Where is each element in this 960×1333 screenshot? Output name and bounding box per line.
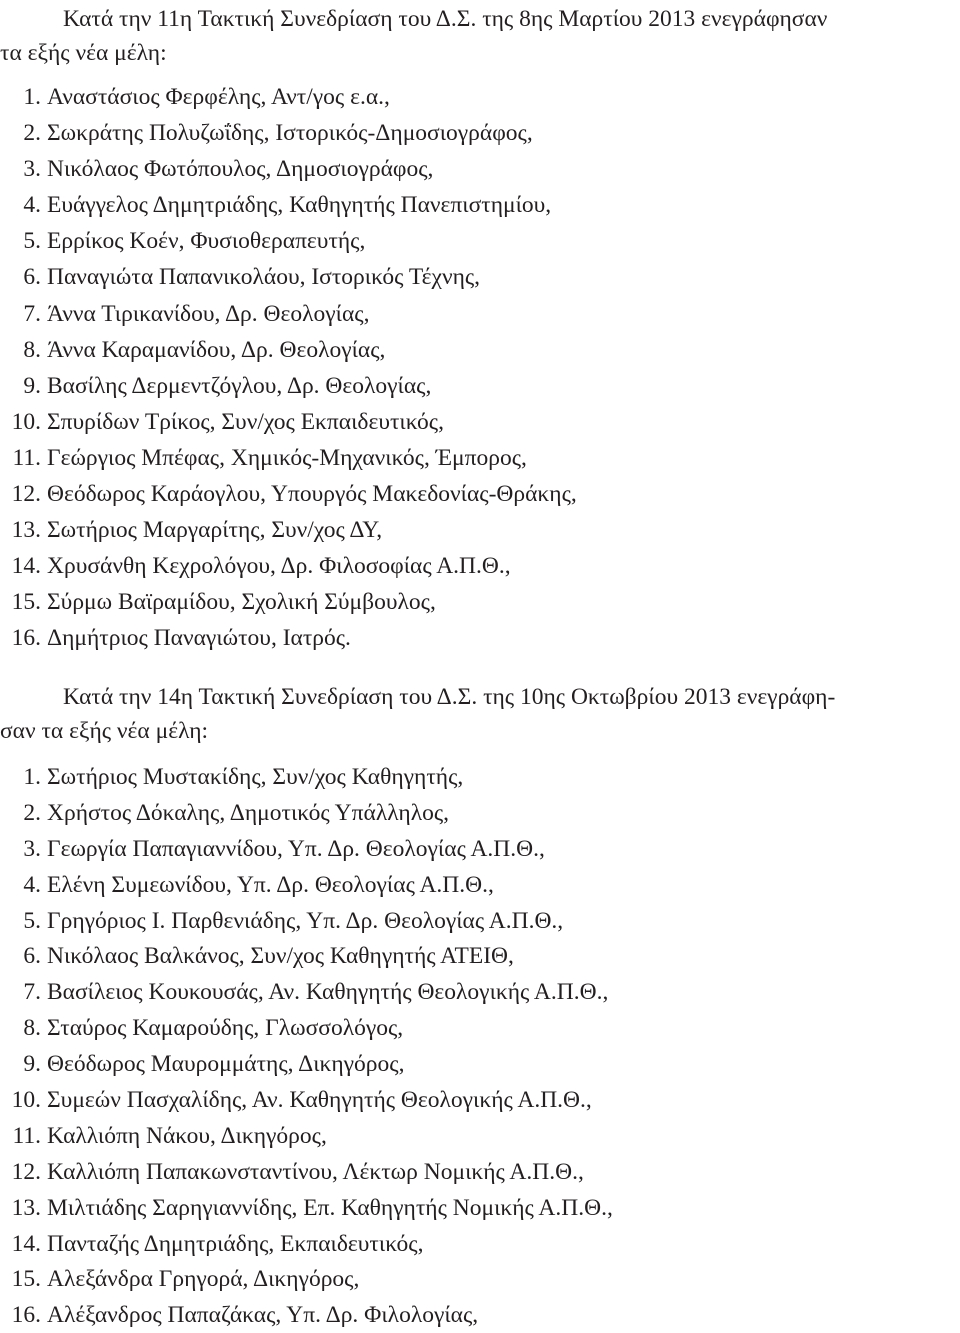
list-item: [0, 831, 960, 867]
list-item-number: 4.: [23, 192, 41, 219]
list-item-number: 2.: [23, 120, 41, 147]
list-item: [0, 795, 960, 831]
list-item-text: Χρυσάνθη Κεχρολόγου, Δρ. Φιλοσοφίας Α.Π.Θ.,: [47, 553, 511, 580]
list-item-number: 14.: [11, 1230, 41, 1257]
list-item: [0, 1154, 960, 1190]
list-item: [0, 151, 960, 187]
list-item-text: Ελένη Συμεωνίδου, Υπ. Δρ. Θεολογίας Α.Π.Θ.,: [47, 871, 494, 898]
list-item: [0, 584, 960, 620]
list-item-number: 9.: [23, 372, 41, 399]
list-item: [0, 368, 960, 404]
section-intro: [0, 0, 960, 70]
list-item-number: 3.: [23, 156, 41, 183]
intro-line: Κατά την 11η Τακτική Συνεδρίαση του Δ.Σ. της 8ης Μαρτίου 2013 ενεγράφησαν: [63, 6, 828, 32]
list-item: [0, 476, 960, 512]
list-item: [0, 259, 960, 295]
list-item-text: Αλεξάνδρα Γρηγορά, Δικηγόρος,: [47, 1266, 360, 1293]
list-item-text: Αλέξανδρος Παπαζάκας, Υπ. Δρ. Φιλολογίας,: [47, 1302, 479, 1329]
list-item-text: Σταύρος Καμαρούδης, Γλωσσολόγος,: [47, 1015, 404, 1042]
list-item-number: 10.: [11, 408, 41, 435]
list-item: [0, 187, 960, 223]
list-item-number: 2.: [23, 799, 41, 826]
list-item: [0, 332, 960, 368]
list-item: [0, 512, 960, 548]
list-item-text: Γεωργία Παπαγιαννίδου, Υπ. Δρ. Θεολογίας Α.Π.Θ.,: [47, 835, 545, 862]
list-item: [0, 404, 960, 440]
list-item-text: Βασίλειος Κουκουσάς, Αν. Καθηγητής Θεολογικής Α.Π.Θ.,: [47, 979, 609, 1006]
intro-line: Κατά την 14η Τακτική Συνεδρίαση του Δ.Σ. της 10ης Οκτωβρίου 2013 ενεγράφη-: [63, 684, 836, 710]
list-item-number: 11.: [12, 1122, 41, 1149]
list-item: [0, 620, 960, 656]
list-item-number: 8.: [23, 336, 41, 363]
members-list: [0, 759, 960, 1333]
list-item-text: Καλλιόπη Παπακωνσταντίνου, Λέκτωρ Νομικής Α.Π.Θ.,: [47, 1158, 584, 1185]
list-item-text: Γεώργιος Μπέφας, Χημικός-Μηχανικός, Έμπορος,: [47, 444, 527, 471]
list-item: [0, 548, 960, 584]
list-item-text: Καλλιόπη Νάκου, Δικηγόρος,: [47, 1122, 327, 1149]
list-item-number: 6.: [23, 943, 41, 970]
list-item: [0, 759, 960, 795]
list-item-text: Σπυρίδων Τρίκος, Συν/χος Εκπαιδευτικός,: [47, 408, 444, 435]
list-item: [0, 1297, 960, 1333]
list-item-text: Σωκράτης Πολυζωΐδης, Ιστορικός-Δημοσιογράφος,: [47, 120, 533, 147]
list-item-number: 13.: [11, 1194, 41, 1221]
list-item-number: 3.: [23, 835, 41, 862]
list-item-text: Άννα Καραμανίδου, Δρ. Θεολογίας,: [47, 336, 386, 363]
list-item-number: 8.: [23, 1015, 41, 1042]
list-item-text: Νικόλαος Βαλκάνος, Συν/χος Καθηγητής ΑΤΕΙΘ,: [47, 943, 514, 970]
list-item-text: Θεόδωρος Καράογλου, Υπουργός Μακεδονίας-Θράκης,: [47, 481, 577, 508]
list-item-number: 10.: [11, 1087, 41, 1114]
list-item-number: 4.: [23, 871, 41, 898]
list-item-number: 12.: [11, 1158, 41, 1185]
list-item-text: Θεόδωρος Μαυρομμάτης, Δικηγόρος,: [47, 1051, 405, 1078]
list-item-number: 13.: [11, 517, 41, 544]
list-item-number: 15.: [11, 1266, 41, 1293]
membership-section-march: [0, 0, 960, 657]
list-item-text: Συμεών Πασχαλίδης, Αν. Καθηγητής Θεολογικής Α.Π.Θ.,: [47, 1087, 592, 1114]
list-item-number: 1.: [23, 764, 41, 790]
intro-line: τα εξής νέα μέλη:: [0, 40, 167, 66]
list-item: [0, 115, 960, 151]
list-item-number: 16.: [11, 625, 41, 652]
list-item-text: Δημήτριος Παναγιώτου, Ιατρός.: [47, 625, 351, 652]
list-item-text: Σωτήριος Μυστακίδης, Συν/χος Καθηγητής,: [47, 764, 464, 790]
list-item-number: 9.: [23, 1051, 41, 1078]
list-item: [0, 79, 960, 115]
intro-line: σαν τα εξής νέα μέλη:: [0, 718, 209, 744]
list-item: [0, 867, 960, 903]
list-item-number: 14.: [11, 553, 41, 580]
list-item-text: Γρηγόριος Ι. Παρθενιάδης, Υπ. Δρ. Θεολογίας Α.Π.Θ.,: [47, 907, 564, 934]
section-intro: [0, 674, 960, 748]
list-item-text: Αναστάσιος Φερφέλης, Αντ/γος ε.α.,: [47, 84, 390, 110]
list-item: [0, 296, 960, 332]
list-item-text: Νικόλαος Φωτόπουλος, Δημοσιογράφος,: [47, 156, 434, 183]
list-item-number: 16.: [11, 1302, 41, 1329]
members-list: [0, 79, 960, 657]
list-item-number: 11.: [12, 444, 41, 471]
list-item-text: Άννα Τιρικανίδου, Δρ. Θεολογίας,: [47, 300, 370, 327]
list-item: [0, 440, 960, 476]
list-item-text: Χρήστος Δόκαλης, Δημοτικός Υπάλληλος,: [47, 799, 450, 826]
list-item: [0, 903, 960, 939]
list-item-text: Σύρμω Βαϊραμίδου, Σχολική Σύμβουλος,: [47, 589, 436, 616]
list-item-number: 5.: [23, 228, 41, 255]
list-item: [0, 1118, 960, 1154]
list-item-number: 15.: [11, 589, 41, 616]
list-item-text: Ερρίκος Κοέν, Φυσιοθεραπευτής,: [47, 228, 366, 255]
list-item-text: Πανταζής Δημητριάδης, Εκπαιδευτικός,: [47, 1230, 424, 1257]
list-item-number: 7.: [23, 300, 41, 327]
list-item: [0, 1226, 960, 1262]
list-item: [0, 223, 960, 259]
list-item: [0, 1046, 960, 1082]
list-item-number: 12.: [11, 481, 41, 508]
list-item: [0, 1010, 960, 1046]
list-item-number: 5.: [23, 907, 41, 934]
list-item: [0, 1082, 960, 1118]
list-item: [0, 1261, 960, 1297]
list-item-text: Ευάγγελος Δημητριάδης, Καθηγητής Πανεπιστημίου,: [47, 192, 552, 219]
list-item-text: Παναγιώτα Παπανικολάου, Ιστορικός Τέχνης,: [47, 264, 481, 291]
list-item: [0, 974, 960, 1010]
list-item-number: 6.: [23, 264, 41, 291]
list-item: [0, 1190, 960, 1226]
list-item-number: 7.: [23, 979, 41, 1006]
list-item-number: 1.: [23, 84, 41, 110]
list-item-text: Βασίλης Δερμεντζόγλου, Δρ. Θεολογίας,: [47, 372, 432, 399]
list-item-text: Μιλτιάδης Σαρηγιαννίδης, Επ. Καθηγητής Νομικής Α.Π.Θ.,: [47, 1194, 613, 1221]
membership-section-october: [0, 674, 960, 1333]
list-item: [0, 938, 960, 974]
list-item-text: Σωτήριος Μαργαρίτης, Συν/χος ΔΥ,: [47, 517, 383, 544]
